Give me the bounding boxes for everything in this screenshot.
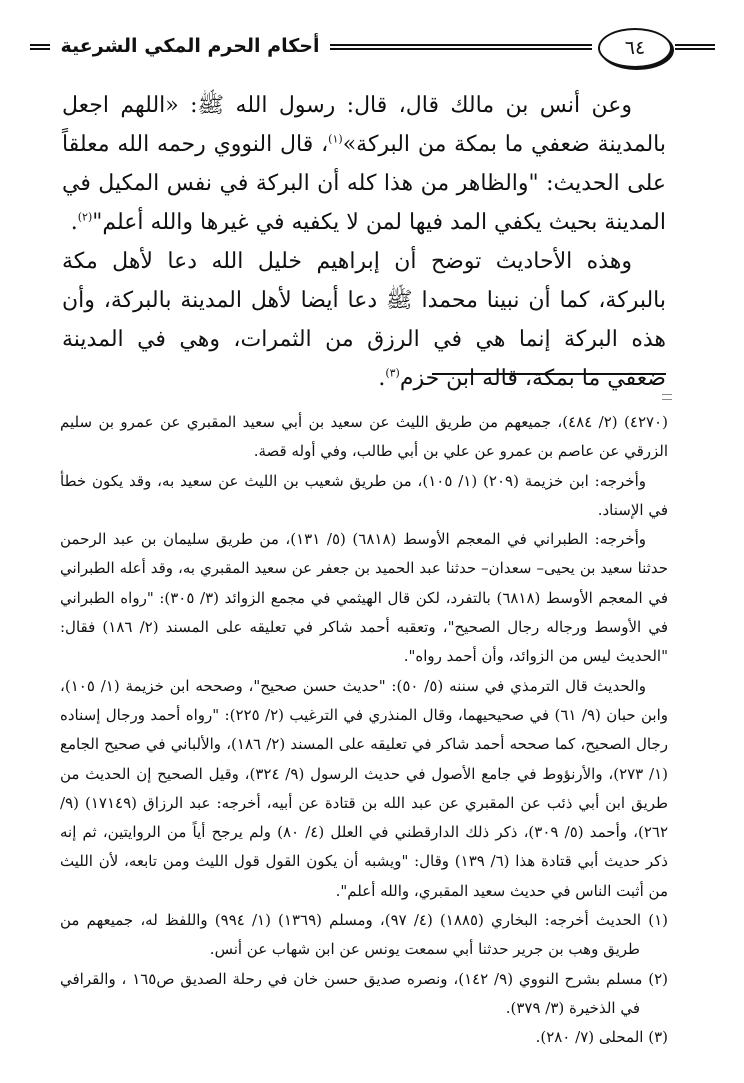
paragraph-2-text: وهذه الأحاديث توضح أن إبراهيم خليل الله دعا لأهل مكة بالبركة، كما أن نبينا محمدا ﷺ دعا أيضا لأهل المدينة بالبركة، وأن هذه البركة إنما هي في الرزق من الثمرات، وهي في المدينة ضعفي ما بمكة، قاله ابن حزم [62, 249, 666, 391]
running-title: أحكام الحرم المكي الشرعية [60, 35, 320, 57]
footnote-2 [60, 965, 668, 1024]
footnote-2-number: (٢) [648, 969, 668, 988]
footnote-continuation-1: (٤٢٧٠) (٢/ ٤٨٤)، جميعهم من طريق الليث عن سعيد بن أبي سعيد المقبري عن عمرو بن سليم الزرقي عن عاصم بن عمرو عن علي بن أبي طالب، وفي أوله قصة. [60, 413, 668, 461]
footnote-continuation-3: وأخرجه: الطبراني في المعجم الأوسط (٦٨١٨) (٥/ ١٣١)، من طريق سليمان بن عبد الرحمن حدثنا سعيد بن يحيى– سعدان– حدثنا عبد الحميد بن جعفر عن سعيد المقبري به، وقد أعله الطبراني في المعجم الأوسط (٦٨١٨) بالتفرد، لكن قال الهيثمي في مجمع الزوائد (٣/ ٣٠٥): "رواه الطبراني في الأوسط ورجاله رجال الصحيح"، وتعقبه أحمد شاكر في تعليقه على المسند (٢/ ١٨٦) فقال: "الحديث ليس من الزوائد، وأن أحمد رواه". [60, 530, 668, 666]
footnote-1 [60, 906, 668, 965]
footnote-separator-rule [432, 373, 666, 375]
header-double-rule-right [675, 44, 715, 50]
footnote-continuation-4: والحديث قال الترمذي في سننه (٥/ ٥٠): "حديث حسن صحيح"، وصححه ابن خزيمة (١/ ١٠٥)، وابن حبان (٩/ ٦١) في صحيحيهما، وقال المنذري في الترغيب (٢/ ٢٢٥): "رواه أحمد ورجال إسناده رجال الصحيح، كما صححه أحمد شاكر في تعليقه على المسند (٢/ ١٨٦)، والألباني في صحيح الجامع (١/ ٢٧٣)، والأرنؤوط في جامع الأصول في حديث الرسول (٩/ ٣٢٤)، وقيل الصحيح إن الحديث من طريق ابن أبي ذئب عن المقبري عن عبد الله بن قتادة عن أبيه، أخرجه: عبد الرزاق (١٧١٤٩) (٩/ ٢٦٢)، وأحمد (٥/ ٣٠٩)، ذكر ذلك الدارقطني في العلل (٤/ ٨٠) ولم يرجح أياً من الروايتين، ثم إنه ذكر حديث أبي قتادة هذا (٦/ ١٣٩) وقال: "ويشبه أن يكون القول قول الليث ومن تابعه، لأن الليث من أثبت الناس في حديث سعيد المقبري، والله أعلم". [60, 676, 669, 900]
paragraph-1 [62, 86, 666, 242]
footnote-ref-1[interactable]: (١) [328, 132, 343, 146]
footnote-continuation-2: وأخرجه: ابن خزيمة (٢٠٩) (١/ ١٠٥)، من طريق شعيب بن الليث عن سعيد به، وقد يكون خطأ في الإسناد. [60, 471, 668, 519]
footnote-ref-3[interactable]: (٣) [385, 366, 400, 380]
page-number: ٦٤ [598, 28, 672, 68]
header-double-rule-middle [330, 44, 592, 50]
footnote-2-text: مسلم بشرح النووي (٩/ ١٤٢)، ونصره صديق حسن خان في رحلة الصديق ص١٦٥ ، والقرافي في الذخيرة (٣/ ٣٧٩). [60, 969, 643, 1017]
paragraph-1-text-a: وعن أنس بن مالك قال، قال: رسول الله ﷺ: «اللهم اجعل بالمدينة ضعفي ما بمكة من البركة» [62, 93, 666, 157]
footnote-1-text: الحديث أخرجه: البخاري (١٨٨٥) (٤/ ٩٧)، ومسلم (١٣٦٩) (١/ ٩٩٤) واللفظ له، جميعهم من طريق وهب بن جرير حدثنا أبي سمعت يونس عن ابن شهاب عن أنس. [60, 911, 642, 959]
header-double-rule-left [30, 44, 50, 50]
footnote-3-number: (٣) [648, 1028, 668, 1047]
footnote-3-text: المحلى (٧/ ٢٨٠). [535, 1028, 644, 1047]
paragraph-1-text-b: ، قال النووي رحمه الله معلقاً على الحديث: "والظاهر من هذا كله أن البركة في نفس المكيل في المدينة بحيث يكفي المد فيها لمن لا يكفيه في غيرها والله أعلم" [62, 132, 666, 235]
paragraph-2-end: . [378, 366, 386, 391]
main-text [62, 86, 666, 398]
footnote-3 [60, 1023, 668, 1052]
footnotes [60, 408, 668, 1053]
footnote-continuation-mark [662, 394, 672, 400]
footnote-1-number: (١) [648, 911, 668, 930]
paragraph-1-end: . [70, 210, 78, 235]
footnote-ref-2[interactable]: (٢) [77, 210, 93, 224]
running-header [30, 22, 720, 72]
